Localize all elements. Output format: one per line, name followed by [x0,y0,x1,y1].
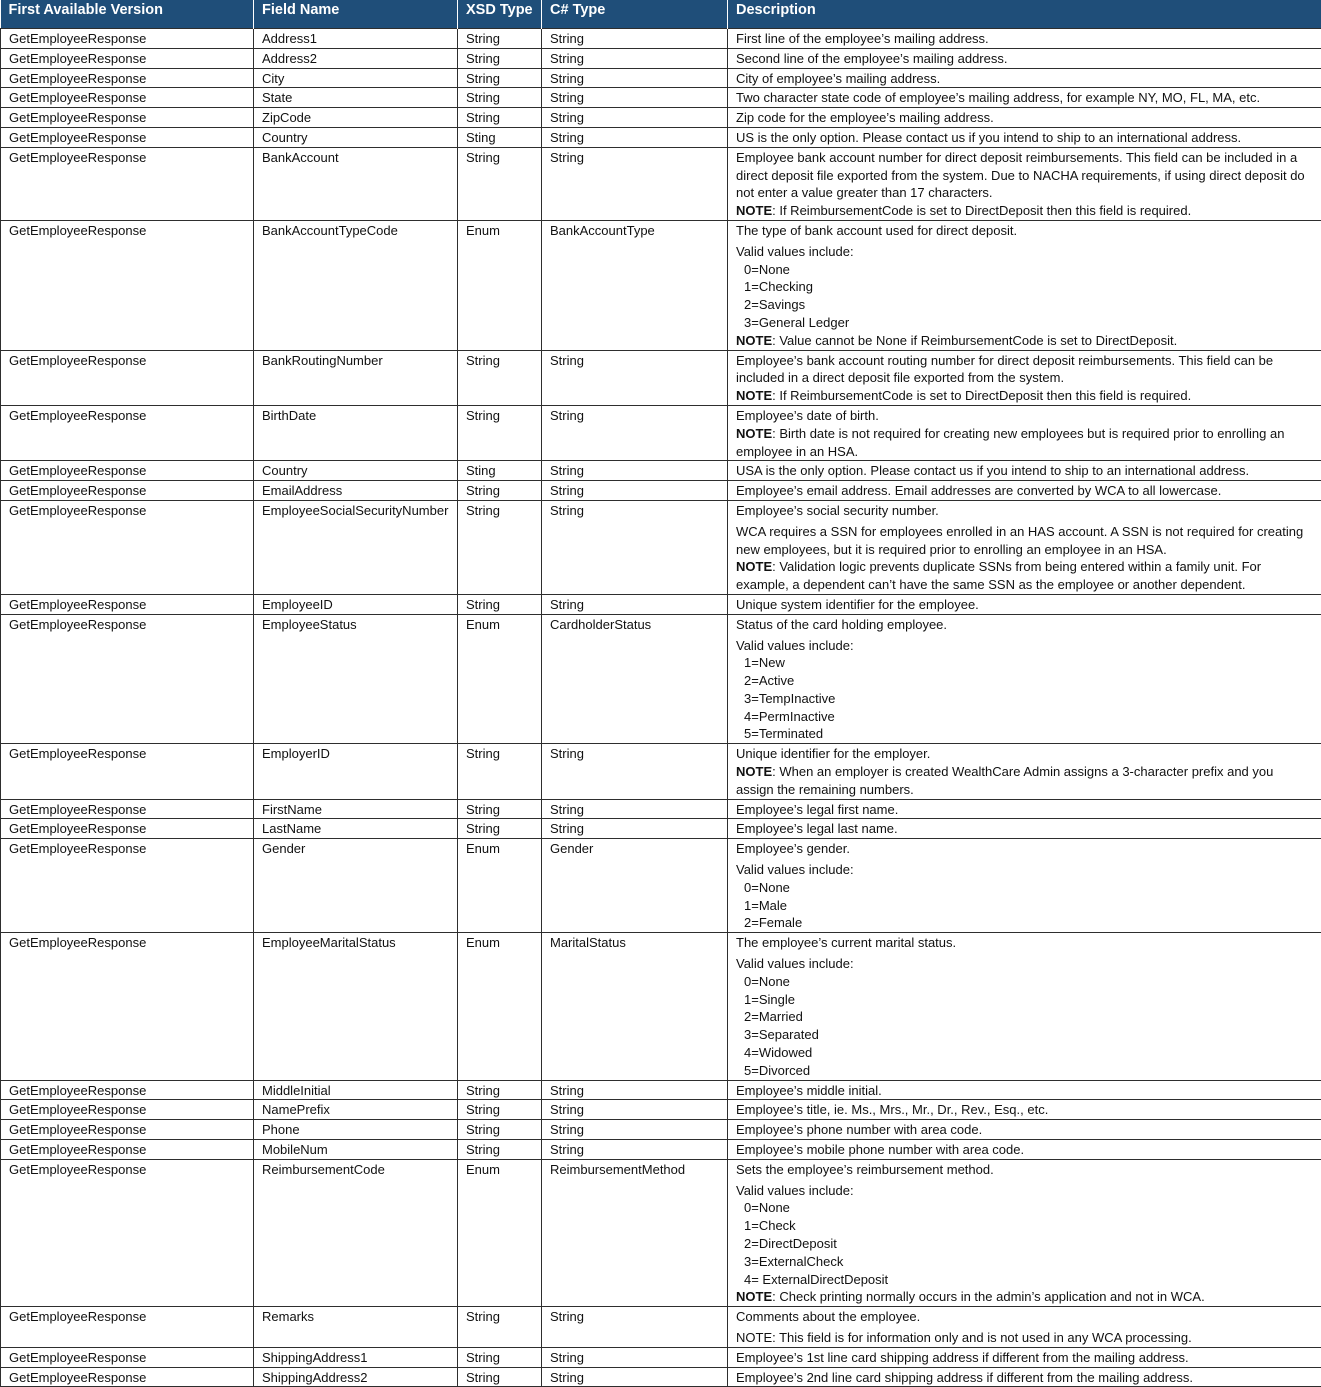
cell-description [728,127,1321,147]
cell-cs-type: String [542,1120,728,1140]
cell-xsd-type: String [458,405,542,460]
description-text: Employee’s legal last name. [736,820,1314,838]
cell-description [728,1367,1321,1387]
cell-version: GetEmployeeResponse [1,405,254,460]
cell-field-name: Country [254,461,458,481]
cell-field-name: MobileNum [254,1140,458,1160]
cell-description [728,594,1321,614]
cell-cs-type: String [542,147,728,220]
description-text: Comments about the employee. [736,1308,1314,1326]
cell-description [728,220,1321,350]
note-text: : If ReimbursementCode is set to DirectDeposit then this field is required. [772,203,1191,218]
cell-description [728,799,1321,819]
valid-values-label: Valid values include: [736,955,1314,973]
cell-xsd-type: String [458,500,542,594]
cell-cs-type: String [542,819,728,839]
table-row [1,500,1321,594]
note-label: NOTE [736,764,772,779]
cell-xsd-type: String [458,819,542,839]
note-text: : If ReimbursementCode is set to DirectDeposit then this field is required. [772,388,1191,403]
cell-description [728,461,1321,481]
description-text: Two character state code of employee’s mailing address, for example NY, MO, FL, MA, etc. [736,89,1314,107]
cell-xsd-type: Enum [458,614,542,744]
valid-value-item: 1=Single [736,991,1314,1009]
cell-xsd-type: String [458,1367,542,1387]
table-row [1,108,1321,128]
header-row [1,0,1321,29]
cell-description [728,1100,1321,1120]
cell-xsd-type: String [458,1140,542,1160]
cell-description [728,1120,1321,1140]
valid-value-item: 0=None [736,973,1314,991]
valid-value-item: 3=Separated [736,1026,1314,1044]
description-text: Employee’s legal first name. [736,801,1314,819]
valid-value-item: 2=Married [736,1008,1314,1026]
note [736,763,1314,799]
table-row [1,799,1321,819]
cell-version: GetEmployeeResponse [1,1347,254,1367]
note-text: : Check printing normally occurs in the admin’s application and not in WCA. [772,1289,1205,1304]
table-row [1,88,1321,108]
valid-value-item: 1=Male [736,897,1314,915]
cell-version: GetEmployeeResponse [1,1367,254,1387]
description-text: Employee’s 2nd line card shipping address if different from the mailing address. [736,1369,1314,1387]
cell-field-name: BirthDate [254,405,458,460]
description-text: Employee’s middle initial. [736,1082,1314,1100]
cell-xsd-type: String [458,108,542,128]
cell-xsd-type: String [458,88,542,108]
cell-field-name: EmployeeID [254,594,458,614]
cell-version: GetEmployeeResponse [1,1080,254,1100]
cell-version: GetEmployeeResponse [1,799,254,819]
cell-field-name: EmployeeStatus [254,614,458,744]
description-text: First line of the employee’s mailing address. [736,30,1314,48]
table-row [1,127,1321,147]
cell-field-name: Gender [254,839,458,933]
table-row [1,29,1321,49]
note [736,202,1314,220]
table-row [1,350,1321,405]
cell-cs-type: ReimbursementMethod [542,1159,728,1306]
valid-value-item: 3=General Ledger [736,314,1314,332]
table-row [1,1100,1321,1120]
note-label: NOTE [736,426,772,441]
table-row [1,1120,1321,1140]
cell-cs-type: String [542,1347,728,1367]
cell-xsd-type: String [458,1307,542,1348]
cell-cs-type: String [542,108,728,128]
cell-field-name: Address2 [254,48,458,68]
valid-value-item: 3=TempInactive [736,690,1314,708]
valid-value-item: 0=None [736,879,1314,897]
table-row [1,1140,1321,1160]
cell-xsd-type: Enum [458,839,542,933]
cell-version: GetEmployeeResponse [1,933,254,1080]
table-row [1,614,1321,744]
cell-version: GetEmployeeResponse [1,127,254,147]
cell-field-name: ShippingAddress2 [254,1367,458,1387]
cell-description [728,1159,1321,1306]
cell-field-name: MiddleInitial [254,1080,458,1100]
cell-description [728,1080,1321,1100]
description-text: Employee’s 1st line card shipping address if different from the mailing address. [736,1349,1314,1367]
table-row [1,461,1321,481]
table-row [1,405,1321,460]
cell-field-name: ZipCode [254,108,458,128]
cell-version: GetEmployeeResponse [1,1100,254,1120]
description-text: Status of the card holding employee. [736,616,1314,634]
cell-field-name: EmployerID [254,744,458,799]
cell-xsd-type: String [458,147,542,220]
note-label: NOTE [736,333,772,348]
cell-xsd-type: String [458,1080,542,1100]
description-text: Employee’s title, ie. Ms., Mrs., Mr., Dr., Rev., Esq., etc. [736,1101,1314,1119]
description-text: Unique system identifier for the employee. [736,596,1314,614]
cell-version: GetEmployeeResponse [1,839,254,933]
note-text: : Birth date is not required for creating new employees but is required prior to enrolling an employee in an HSA. [736,426,1284,459]
note-label: NOTE [736,1289,772,1304]
valid-value-item: 1=Checking [736,278,1314,296]
cell-xsd-type: String [458,1347,542,1367]
description-text: Employee bank account number for direct deposit reimbursements. This field can be included in a direct deposit file exported from the system. Due to NACHA requirements, if using direct deposit do not enter a value greater than 17 characters. [736,149,1314,202]
cell-xsd-type: String [458,799,542,819]
cell-field-name: BankRoutingNumber [254,350,458,405]
valid-value-item: 2=Active [736,672,1314,690]
note [736,332,1314,350]
description-text: The type of bank account used for direct deposit. [736,222,1314,240]
description-text: Zip code for the employee’s mailing address. [736,109,1314,127]
table-row [1,1080,1321,1100]
valid-value-item: 4=PermInactive [736,708,1314,726]
cell-description [728,500,1321,594]
cell-xsd-type: String [458,68,542,88]
valid-value-item: 0=None [736,261,1314,279]
cell-field-name: City [254,68,458,88]
cell-cs-type: MaritalStatus [542,933,728,1080]
cell-field-name: State [254,88,458,108]
cell-field-name: EmployeeSocialSecurityNumber [254,500,458,594]
cell-version: GetEmployeeResponse [1,614,254,744]
cell-version: GetEmployeeResponse [1,744,254,799]
table-row [1,933,1321,1080]
description-text: Employee’s bank account routing number for direct deposit reimbursements. This field can be included in a direct deposit file exported from the system. [736,352,1314,388]
description-text: City of employee’s mailing address. [736,70,1314,88]
description-text: NOTE: This field is for information only and is not used in any WCA processing. [736,1329,1314,1347]
description-text: Sets the employee’s reimbursement method. [736,1161,1314,1179]
table-row [1,1347,1321,1367]
description-text: Employee’s mobile phone number with area code. [736,1141,1314,1159]
cell-cs-type: String [542,594,728,614]
note-text: : Value cannot be None if ReimbursementCode is set to DirectDeposit. [772,333,1177,348]
valid-value-item: 2=Savings [736,296,1314,314]
header-description: Description [728,0,1321,29]
valid-value-item: 0=None [736,1199,1314,1217]
cell-description [728,1347,1321,1367]
note [736,425,1314,461]
note-text: : Validation logic prevents duplicate SSNs from being entered within a family unit. For example, a dependent can’t have the same SSN as the employee or another dependent. [736,559,1261,592]
valid-value-item: 1=New [736,654,1314,672]
cell-version: GetEmployeeResponse [1,68,254,88]
cell-cs-type: String [542,461,728,481]
cell-xsd-type: String [458,1120,542,1140]
cell-description [728,350,1321,405]
cell-cs-type: String [542,481,728,501]
valid-value-item: 5=Terminated [736,725,1314,743]
header-cs-type: C# Type [542,0,728,29]
description-text: The employee’s current marital status. [736,934,1314,952]
table-row [1,1367,1321,1387]
cell-cs-type: CardholderStatus [542,614,728,744]
cell-description [728,933,1321,1080]
cell-description [728,839,1321,933]
cell-xsd-type: String [458,350,542,405]
table-row [1,481,1321,501]
cell-description [728,481,1321,501]
table-row [1,744,1321,799]
cell-cs-type: String [542,1140,728,1160]
note [736,1288,1314,1306]
cell-field-name: Phone [254,1120,458,1140]
table-row [1,220,1321,350]
table-row [1,1307,1321,1348]
cell-field-name: NamePrefix [254,1100,458,1120]
header-field-name: Field Name [254,0,458,29]
cell-cs-type: String [542,127,728,147]
valid-values-label: Valid values include: [736,861,1314,879]
cell-field-name: EmployeeMaritalStatus [254,933,458,1080]
cell-cs-type: String [542,744,728,799]
valid-value-item: 4=Widowed [736,1044,1314,1062]
table-row [1,1159,1321,1306]
cell-description [728,29,1321,49]
cell-version: GetEmployeeResponse [1,1307,254,1348]
valid-value-item: 1=Check [736,1217,1314,1235]
description-text: Employee’s phone number with area code. [736,1121,1314,1139]
cell-field-name: BankAccountTypeCode [254,220,458,350]
description-text: USA is the only option. Please contact us if you intend to ship to an international address. [736,462,1314,480]
cell-field-name: BankAccount [254,147,458,220]
note-label: NOTE [736,559,772,574]
header-first-available-version: First Available Version [1,0,254,29]
cell-description [728,1140,1321,1160]
cell-version: GetEmployeeResponse [1,350,254,405]
valid-value-item: 2=Female [736,914,1314,932]
description-text: Unique identifier for the employer. [736,745,1314,763]
cell-xsd-type: Enum [458,933,542,1080]
cell-xsd-type: Enum [458,220,542,350]
cell-version: GetEmployeeResponse [1,1159,254,1306]
cell-version: GetEmployeeResponse [1,220,254,350]
cell-cs-type: String [542,405,728,460]
table-row [1,594,1321,614]
valid-value-item: 3=ExternalCheck [736,1253,1314,1271]
cell-version: GetEmployeeResponse [1,819,254,839]
description-text: Second line of the employee’s mailing address. [736,50,1314,68]
cell-field-name: Remarks [254,1307,458,1348]
cell-cs-type: String [542,1307,728,1348]
cell-version: GetEmployeeResponse [1,500,254,594]
cell-cs-type: Gender [542,839,728,933]
description-text: US is the only option. Please contact us if you intend to ship to an international address. [736,129,1314,147]
cell-xsd-type: String [458,594,542,614]
cell-description [728,744,1321,799]
valid-value-item: 2=DirectDeposit [736,1235,1314,1253]
cell-version: GetEmployeeResponse [1,594,254,614]
table-row [1,839,1321,933]
note-label: NOTE [736,203,772,218]
valid-values-label: Valid values include: [736,1182,1314,1200]
cell-description [728,88,1321,108]
valid-value-item: 5=Divorced [736,1062,1314,1080]
cell-cs-type: String [542,88,728,108]
cell-field-name: Country [254,127,458,147]
cell-version: GetEmployeeResponse [1,147,254,220]
cell-description [728,614,1321,744]
valid-values-label: Valid values include: [736,243,1314,261]
cell-version: GetEmployeeResponse [1,1140,254,1160]
cell-version: GetEmployeeResponse [1,88,254,108]
cell-xsd-type: Sting [458,461,542,481]
cell-description [728,1307,1321,1348]
description-text: Employee’s date of birth. [736,407,1314,425]
cell-description [728,68,1321,88]
table-row [1,819,1321,839]
table-body [1,29,1321,1387]
header-xsd-type: XSD Type [458,0,542,29]
cell-cs-type: String [542,799,728,819]
cell-field-name: LastName [254,819,458,839]
description-text: Employee’s social security number. [736,502,1314,520]
cell-description [728,108,1321,128]
description-text: WCA requires a SSN for employees enrolled in an HAS account. A SSN is not required for creating new employees, but it is required prior to enrolling an employee in an HSA. [736,523,1314,559]
valid-values-label: Valid values include: [736,637,1314,655]
cell-xsd-type: String [458,29,542,49]
cell-description [728,819,1321,839]
description-text: Employee’s email address. Email addresses are converted by WCA to all lowercase. [736,482,1314,500]
cell-version: GetEmployeeResponse [1,461,254,481]
cell-field-name: ReimbursementCode [254,1159,458,1306]
note-label: NOTE [736,388,772,403]
cell-cs-type: String [542,1080,728,1100]
cell-cs-type: String [542,1367,728,1387]
cell-description [728,147,1321,220]
cell-field-name: ShippingAddress1 [254,1347,458,1367]
cell-version: GetEmployeeResponse [1,481,254,501]
cell-cs-type: String [542,1100,728,1120]
cell-version: GetEmployeeResponse [1,108,254,128]
cell-cs-type: String [542,68,728,88]
cell-field-name: FirstName [254,799,458,819]
note [736,558,1314,594]
cell-cs-type: String [542,500,728,594]
cell-cs-type: String [542,48,728,68]
cell-description [728,405,1321,460]
cell-field-name: Address1 [254,29,458,49]
cell-version: GetEmployeeResponse [1,29,254,49]
cell-xsd-type: String [458,744,542,799]
cell-xsd-type: String [458,481,542,501]
valid-value-item: 4= ExternalDirectDeposit [736,1271,1314,1289]
table-row [1,68,1321,88]
note [736,387,1314,405]
table-row [1,147,1321,220]
cell-cs-type: String [542,29,728,49]
cell-version: GetEmployeeResponse [1,1120,254,1140]
cell-cs-type: BankAccountType [542,220,728,350]
cell-field-name: EmailAddress [254,481,458,501]
cell-cs-type: String [542,350,728,405]
cell-xsd-type: String [458,48,542,68]
note-text: : When an employer is created WealthCare Admin assigns a 3-character prefix and you assign the remaining numbers. [736,764,1273,797]
cell-xsd-type: String [458,1100,542,1120]
cell-xsd-type: Sting [458,127,542,147]
description-text: Employee’s gender. [736,840,1314,858]
table-row [1,48,1321,68]
cell-version: GetEmployeeResponse [1,48,254,68]
cell-description [728,48,1321,68]
cell-xsd-type: Enum [458,1159,542,1306]
